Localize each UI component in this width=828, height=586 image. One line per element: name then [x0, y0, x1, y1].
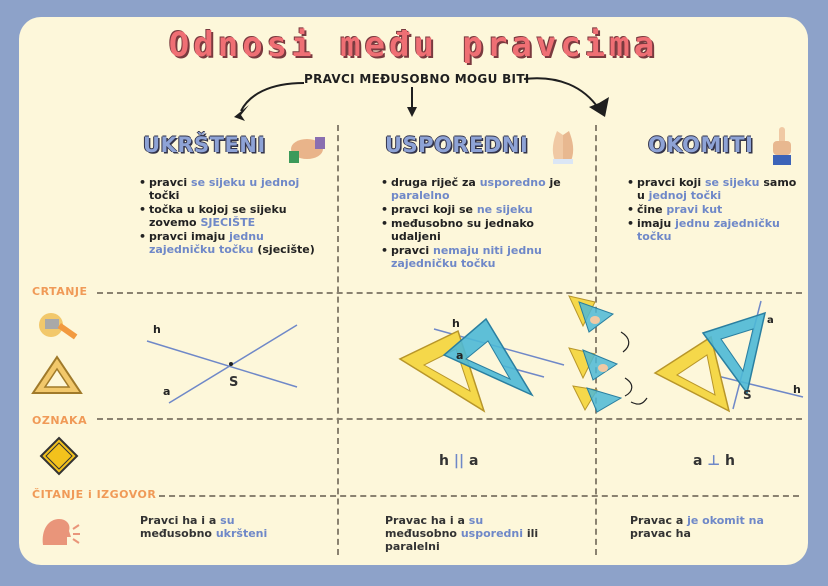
- list-okomiti: [625, 176, 807, 244]
- pointing-up-icon: [767, 125, 797, 167]
- notation-parallel: [439, 453, 478, 469]
- text-run: međusobno: [140, 527, 216, 540]
- text-run: pravci koji: [637, 176, 705, 189]
- text-run: međusobno su jednako udaljeni: [391, 217, 534, 243]
- text-run: Pravac ha i a: [385, 514, 469, 527]
- list-item: [149, 230, 329, 256]
- text-run: (sjecište): [253, 243, 315, 256]
- list-item: [391, 176, 569, 202]
- highlight-text: jednu zajedničku točku: [637, 217, 780, 243]
- label-h-2: h: [452, 317, 460, 330]
- highlight-text: jednu zajedničku točku: [149, 230, 264, 256]
- list-item: [149, 176, 329, 202]
- highlight-text: paralelno: [391, 189, 450, 202]
- poster: [19, 17, 808, 565]
- text-run: čine: [637, 203, 667, 216]
- highlight-text: se sijeku: [704, 176, 760, 189]
- highlight-text: su: [468, 514, 484, 527]
- steps-illustration: [559, 292, 649, 414]
- arrow-right: [524, 78, 599, 109]
- divider-row-1: [97, 292, 802, 294]
- text-run: pravci koji se: [391, 203, 477, 216]
- speaking-head-icon: [39, 515, 81, 551]
- text-run: ili paralelni: [385, 527, 539, 553]
- pencil-sharpener-icon: [35, 305, 85, 345]
- row-label-crtanje: CRTANJE: [32, 285, 88, 298]
- highlight-text: ne sijeku: [476, 203, 533, 216]
- list-item: [149, 203, 329, 229]
- text-run: pravci: [149, 176, 192, 189]
- text-run: pravac ha: [630, 527, 691, 540]
- notation-parallel-left: h: [439, 453, 449, 469]
- text-run: međusobno: [385, 527, 461, 540]
- label-a: a: [163, 385, 171, 398]
- list-item: [391, 217, 569, 243]
- text-run: Pravac a: [630, 514, 688, 527]
- list-item: [637, 203, 807, 216]
- set-square-icon: [29, 353, 85, 397]
- reading-usporedni: [385, 514, 555, 553]
- list-item: [391, 203, 569, 216]
- heading-usporedni: USPOREDNI: [385, 133, 529, 157]
- handshake-icon: [287, 131, 327, 165]
- list-ukrsteni: [137, 176, 329, 257]
- text-run: pravci imaju: [149, 230, 230, 243]
- text-run: pravci: [391, 244, 434, 257]
- highlight-text: su: [220, 514, 235, 527]
- highlight-text: se sijeku u jednoj: [191, 176, 300, 189]
- label-h-3: h: [793, 383, 801, 396]
- text-run: imaju: [637, 217, 676, 230]
- label-h: h: [153, 323, 161, 336]
- label-a-3: a: [767, 315, 774, 326]
- highlight-text: jednoj točki: [648, 189, 722, 202]
- heading-okomiti: OKOMITI: [648, 133, 754, 157]
- text-run: druga riječ za: [391, 176, 480, 189]
- text-run: Pravci ha i a: [140, 514, 221, 527]
- intersection-point: [229, 362, 233, 366]
- notation-parallel-right: a: [468, 453, 479, 469]
- divider-1: [337, 125, 339, 555]
- row-label-citanje: ČITANJE i IZGOVOR: [32, 488, 157, 501]
- arrow-mid-head: [407, 107, 417, 117]
- notation-perpendicular: [693, 453, 735, 469]
- text-run: točka u kojoj se sijeku zovemo: [149, 203, 287, 229]
- praying-hands-icon: [545, 125, 581, 165]
- highlight-text: SJECIŠTE: [200, 216, 256, 229]
- label-s-3: S: [743, 388, 752, 402]
- highlight-text: je okomit na: [687, 514, 764, 527]
- text-run: samo u: [637, 176, 797, 202]
- list-item: [637, 176, 807, 202]
- label-a-2: a: [456, 349, 464, 362]
- drawing-ukrsteni: [129, 307, 319, 417]
- notation-perp-left: a: [693, 453, 703, 469]
- highlight-text: usporedni: [460, 527, 523, 540]
- drawing-okomiti: [649, 299, 808, 415]
- row-label-oznaka: OZNAKA: [32, 414, 88, 427]
- list-item: [637, 217, 807, 243]
- divider-row-3: [159, 495, 799, 497]
- list-item: [391, 244, 569, 270]
- arrow-left-head: [234, 105, 249, 121]
- divider-row-2: [97, 418, 802, 420]
- highlight-text: pravi kut: [666, 203, 723, 216]
- arrow-left: [241, 83, 304, 111]
- reading-okomiti: [630, 514, 790, 540]
- notation-perp-right: h: [725, 453, 735, 469]
- text-run: točki: [149, 189, 180, 202]
- subtitle: PRAVCI MEĐUSOBNO MOGU BITI: [304, 72, 530, 86]
- line-h: [147, 341, 297, 387]
- perpendicular-symbol: ⊥: [707, 453, 721, 469]
- highlight-text: nemaju niti jednu zajedničku točku: [391, 244, 542, 270]
- label-s: S: [229, 375, 239, 390]
- road-sign-icon: [39, 436, 79, 476]
- highlight-text: usporedno: [479, 176, 546, 189]
- parallel-symbol: ||: [453, 453, 465, 469]
- text-run: je: [545, 176, 561, 189]
- page-title: Odnosi među pravcima: [168, 25, 659, 65]
- highlight-text: ukršteni: [215, 527, 268, 540]
- list-usporedni: [379, 176, 569, 271]
- heading-ukrsteni: UKRŠTENI: [143, 133, 266, 157]
- reading-ukrsteni: [140, 514, 310, 540]
